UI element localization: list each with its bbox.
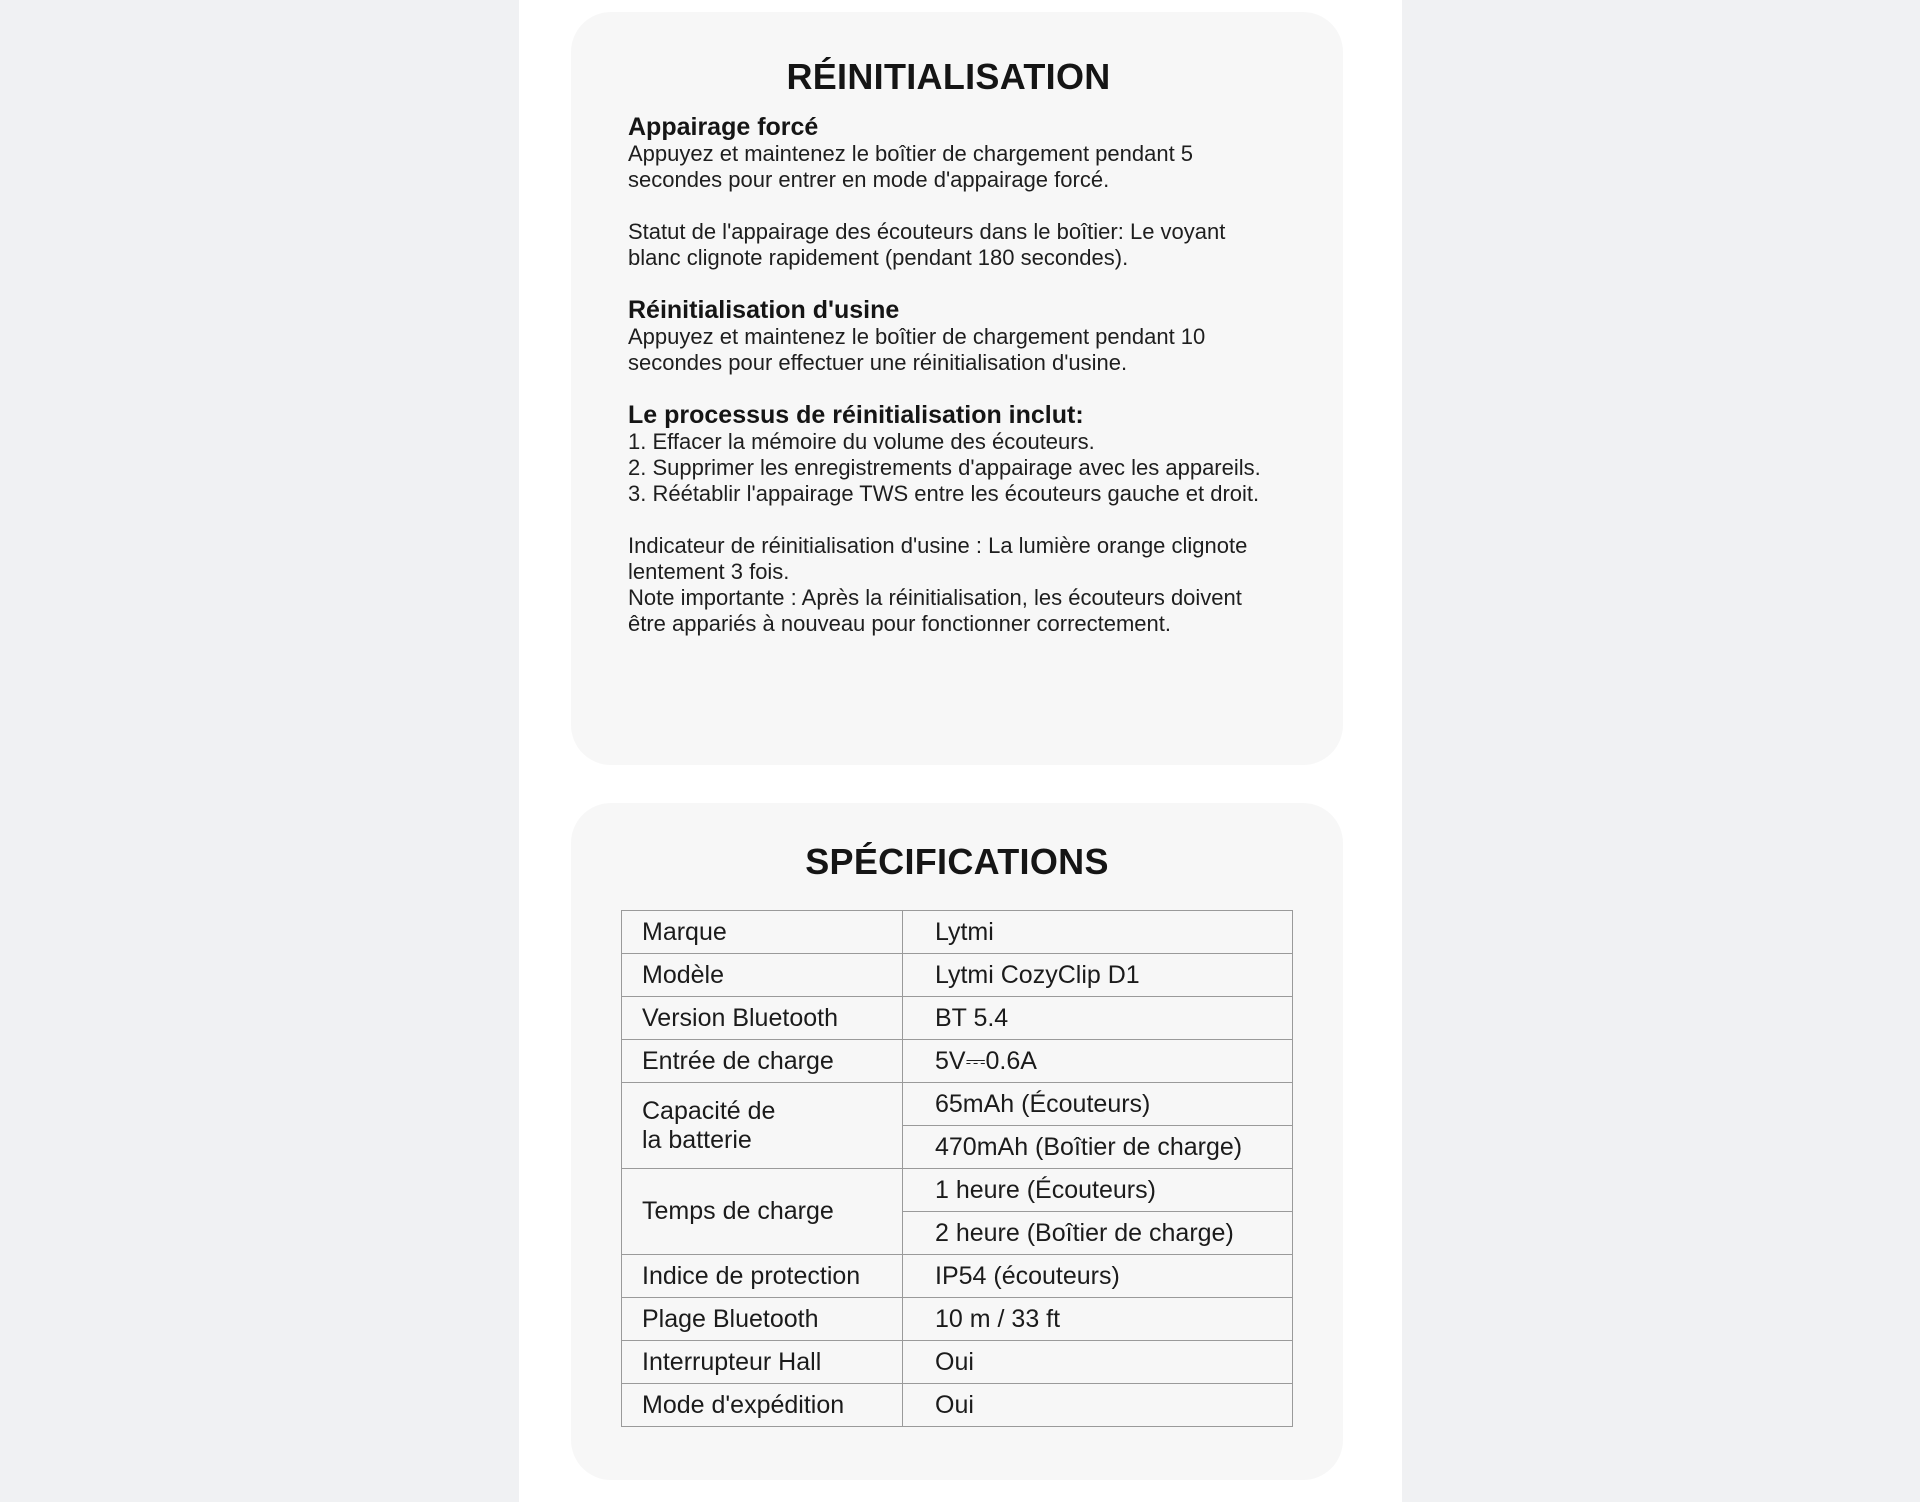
forced-pairing-instructions: Appuyez et maintenez le boîtier de chargement pendant 5 secondes pour entrer en mode d'appairage forcé. <box>628 141 1194 192</box>
spec-label <box>622 1083 903 1169</box>
table-row <box>622 997 1293 1040</box>
reset-title: RÉINITIALISATION <box>786 56 1111 97</box>
forced-pairing-heading: Appairage forcé <box>628 113 819 141</box>
spec-value: Oui <box>903 1384 1293 1427</box>
spec-label: Interrupteur Hall <box>622 1341 903 1384</box>
spec-label: Marque <box>622 911 903 954</box>
specs-table <box>621 910 1293 1427</box>
spec-label: Indice de protection <box>622 1255 903 1298</box>
spec-value: 2 heure (Boîtier de charge) <box>903 1212 1293 1255</box>
table-row <box>622 1384 1293 1427</box>
specs-title: SPÉCIFICATIONS <box>805 841 1109 882</box>
spec-value: 1 heure (Écouteurs) <box>903 1169 1293 1212</box>
table-row <box>622 954 1293 997</box>
spec-value: 65mAh (Écouteurs) <box>903 1083 1293 1126</box>
reset-step: 3. Réétablir l'appairage TWS entre les écouteurs gauche et droit. <box>628 481 1260 506</box>
spec-label-line: Capacité de <box>642 1096 776 1125</box>
table-row <box>622 1255 1293 1298</box>
factory-reset-instructions: Appuyez et maintenez le boîtier de chargement pendant 10 secondes pour effectuer une réinitialisation d'usine. <box>628 324 1206 375</box>
spec-label: Version Bluetooth <box>622 997 903 1040</box>
spec-value: Lytmi CozyClip D1 <box>903 954 1293 997</box>
factory-reset-indicator: Indicateur de réinitialisation d'usine : La lumière orange clignote lentement 3 fois. <box>628 533 1248 584</box>
table-row <box>622 1341 1293 1384</box>
spec-value: Lytmi <box>903 911 1293 954</box>
factory-reset-heading: Réinitialisation d'usine <box>628 296 900 324</box>
spec-value: Oui <box>903 1341 1293 1384</box>
spec-value: 470mAh (Boîtier de charge) <box>903 1126 1293 1169</box>
table-row <box>622 1298 1293 1341</box>
forced-pairing-status: Statut de l'appairage des écouteurs dans le boîtier: Le voyant blanc clignote rapidement (pendant 180 secondes). <box>628 219 1226 270</box>
spec-label: Entrée de charge <box>622 1040 903 1083</box>
spec-value: BT 5.4 <box>903 997 1293 1040</box>
specs-card <box>571 803 1343 1480</box>
spec-label: Plage Bluetooth <box>622 1298 903 1341</box>
spec-label: Temps de charge <box>622 1169 903 1255</box>
important-note: Note importante : Après la réinitialisation, les écouteurs doivent être appariés à nouveau pour fonctionner correctement. <box>628 585 1242 636</box>
table-row <box>622 1169 1293 1212</box>
spec-value: IP54 (écouteurs) <box>903 1255 1293 1298</box>
reset-step: 1. Effacer la mémoire du volume des écouteurs. <box>628 429 1095 454</box>
spec-label: Mode d'expédition <box>622 1384 903 1427</box>
product-page <box>519 0 1402 1502</box>
table-row <box>622 911 1293 954</box>
reset-step: 2. Supprimer les enregistrements d'appairage avec les appareils. <box>628 455 1261 480</box>
spec-value: 10 m / 33 ft <box>903 1298 1293 1341</box>
spec-label-line: la batterie <box>642 1125 752 1154</box>
reset-card <box>571 12 1343 765</box>
table-row <box>622 1040 1293 1083</box>
spec-value: 5V⎓0.6A <box>903 1040 1293 1083</box>
reset-process-heading: Le processus de réinitialisation inclut: <box>628 401 1084 429</box>
spec-label: Modèle <box>622 954 903 997</box>
table-row <box>622 1083 1293 1126</box>
